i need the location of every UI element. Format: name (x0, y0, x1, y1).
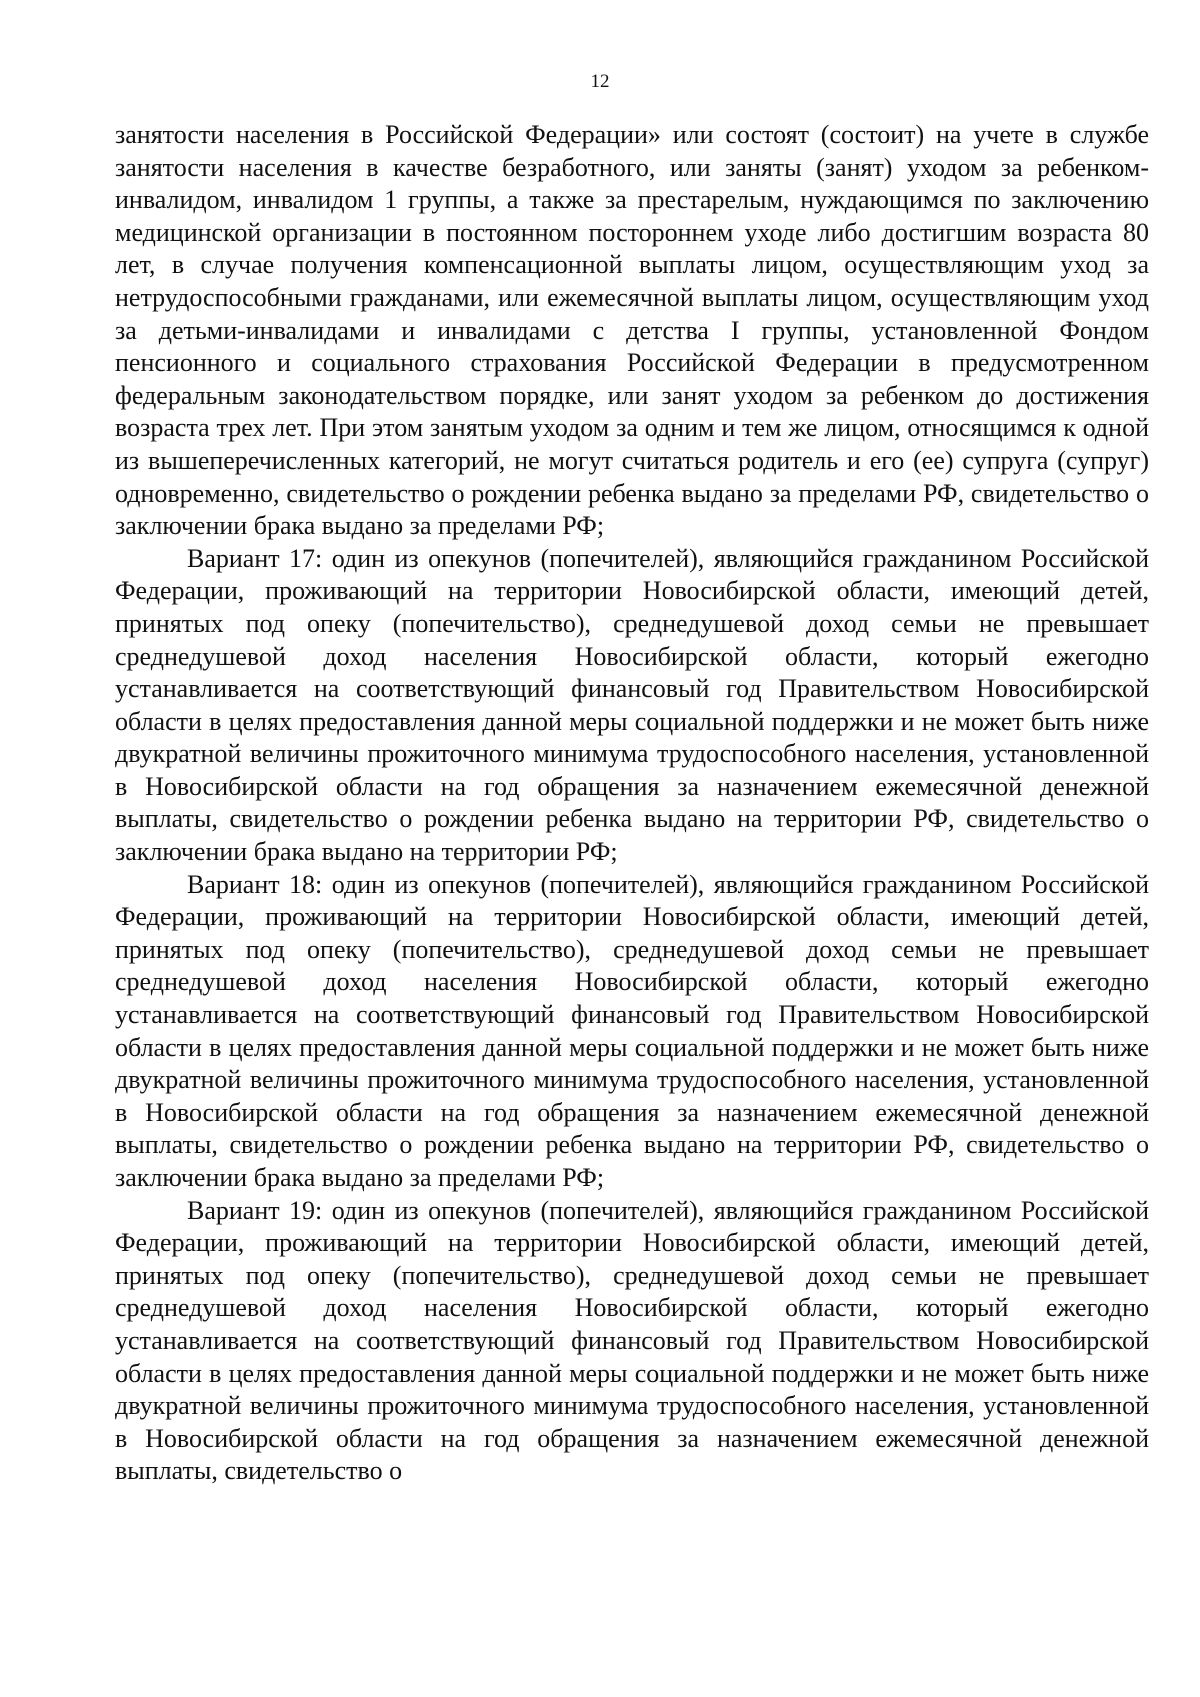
paragraph-variant-18: Вариант 18: один из опекунов (попечителей), являющийся гражданином Российской Федерации, проживающий на территории Новосибирской области, имеющий детей, принятых под опеку (попечительство), среднедушевой доход семьи не превышает среднедушевой доход населения Новосибирской области, который ежегодно устанавливается на соответствующий финансовый год Правительством Новосибирской области в целях предоставления данной меры социальной поддержки и не может быть ниже двукратной величины прожиточного минимума трудоспособного населения, установленной в Новосибирской области на год обращения за назначением ежемесячной денежной выплаты, свидетельство о рождении ребенка выдано на территории РФ, свидетельство о заключении брака выдано за пределами РФ; (115, 869, 1149, 1192)
document-body (115, 119, 1149, 1488)
paragraph-variant-17: Вариант 17: один из опекунов (попечителей), являющийся гражданином Российской Федерации, проживающий на территории Новосибирской области, имеющий детей, принятых под опеку (попечительство), среднедушевой доход семьи не превышает среднедушевой доход населения Новосибирской области, который ежегодно устанавливается на соответствующий финансовый год Правительством Новосибирской области в целях предоставления данной меры социальной поддержки и не может быть ниже двукратной величины прожиточного минимума трудоспособного населения, установленной в Новосибирской области на год обращения за назначением ежемесячной денежной выплаты, свидетельство о рождении ребенка выдано на территории РФ, свидетельство о заключении брака выдано на территории РФ; (115, 543, 1149, 867)
paragraph-variant-19: Вариант 19: один из опекунов (попечителей), являющийся гражданином Российской Федерации, проживающий на территории Новосибирской области, имеющий детей, принятых под опеку (попечительство), среднедушевой доход семьи не превышает среднедушевой доход населения Новосибирской области, который ежегодно устанавливается на соответствующий финансовый год Правительством Новосибирской области в целях предоставления данной меры социальной поддержки и не может быть ниже двукратной величины прожиточного минимума трудоспособного населения, установленной в Новосибирской области на год обращения за назначением ежемесячной денежной выплаты, свидетельство о (115, 1195, 1149, 1486)
paragraph-continuation: занятости населения в Российской Федерации» или состоят (состоит) на учете в службе занятости населения в качестве безработного, или заняты (занят) уходом за ребенком-инвалидом, инвалидом 1 группы, а также за престарелым, нуждающимся по заключению медицинской организации в постоянном постороннем уходе либо достигшим возраста 80 лет, в случае получения компенсационной выплаты лицом, осуществляющим уход за нетрудоспособными гражданами, или ежемесячной выплаты лицом, осуществляющим уход за детьми-инвалидами и инвалидами с детства I группы, установленной Фондом пенсионного и социального страхования Российской Федерации в предусмотренном федеральным законодательством порядке, или занят уходом за ребенком до достижения возраста трех лет. При этом занятым уходом за одним и тем же лицом, относящимся к одной из вышеперечисленных категорий, не могут считаться родитель и его (ее) супруга (супруг) одновременно, свидетельство о рождении ребенка выдано за пределами РФ, свидетельство о заключении брака выдано за пределами РФ; (115, 120, 1149, 541)
page-number: 12 (590, 71, 610, 92)
